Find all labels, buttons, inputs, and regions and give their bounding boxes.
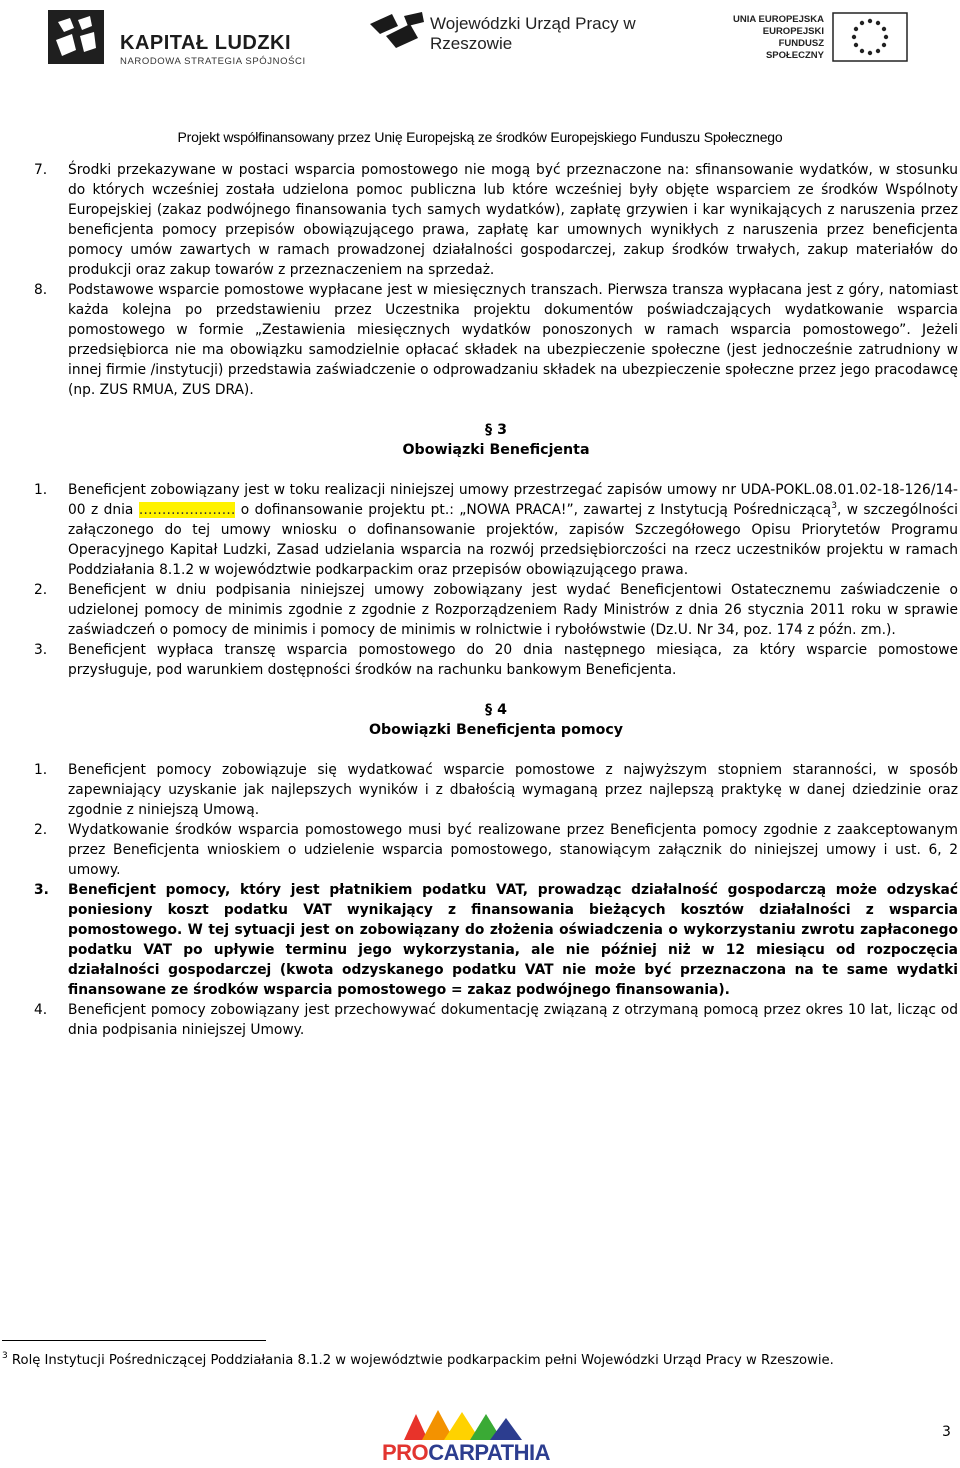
item-number: 3. (34, 642, 48, 658)
eu-name: UNIA EUROPEJSKA EUROPEJSKI FUNDUSZ SPOŁECZNY (733, 14, 824, 61)
list-item (34, 640, 958, 680)
kapital-ludzki-emblem-icon (44, 6, 108, 68)
cofinancing-note: Projekt współfinansowany przez Unię Europejską ze środków Europejskiego Funduszu Społecznego (177, 129, 783, 145)
item-text-part: Beneficjent zobowiązany jest w toku realizacji niniejszej umowy przestrzegać zapisów umowy nr UDA-POKL.08.01.02-18-126/14-00 z dnia (68, 482, 958, 518)
item-number: 3. (34, 882, 49, 898)
item-text: Środki przekazywane w postaci wsparcia pomostowego nie mogą być przeznaczone na: sfinansowanie wydatków, w stosunku do których wcześniej została udzielona pomoc publiczna lub które wcześniej były objęte wsparciem ze środków Wspólnoty Europejskiej (zakaz podwójnego finansowania tych samych wydatków), zapłatę grzywien i kar wynikających z naruszenia przez beneficjenta pomocy przepisów obowiązującego prawa, zapłatę kar umownych wynikłych z naruszenia przez beneficjenta pomocy umów zawartych w ramach prowadzonej działalności gospodarczej, zakup środków trwałych, zakup materiałów do produkcji oraz zakup towarów z przeznaczeniem na sprzedaż. (68, 162, 958, 278)
kapital-ludzki-name: KAPITAŁ LUDZKI (120, 32, 292, 54)
list-item (34, 160, 958, 280)
section-4-title: Obowiązki Beneficjenta pomocy (368, 722, 624, 738)
item-number: 7. (34, 162, 48, 178)
page-header (0, 0, 960, 145)
list-item (34, 1000, 958, 1040)
footnote-separator (2, 1340, 266, 1341)
list-item (34, 880, 958, 1000)
procarpathia-logo (382, 1410, 550, 1468)
item-text: Beneficjent pomocy zobowiązuje się wydatkować wsparcie pomostowe z najwyższym stopniem staranności, w sposób zapewniający uzyskanie jak najlepszych wyników i z dbałością wymaganą przez najlepszą praktykę w danej dziedzinie oraz zgodnie z niniejszą Umową. (68, 762, 958, 818)
procarpathia-pro: PRO (382, 1440, 429, 1465)
item-number: 8. (34, 282, 48, 298)
document-body (34, 160, 958, 1040)
item-text: Beneficjent wypłaca transzę wsparcia pomostowego do 20 dnia następnego miesiąca, za który wsparcie pomostowe przysługuje, pod warunkiem dostępności środków na rachunku bankowym Beneficjenta. (68, 642, 958, 678)
page-number: 3 (942, 1424, 951, 1440)
item-number: 4. (34, 1002, 48, 1018)
item-text-part: , w szczególności załączonego do tej umowy wniosku o dofinansowanie projektów, zapisów Szczegółowego Opisu Priorytetów Programu Operacyjnego Kapitał Ludzki, Zasad udzielania wsparcia na rozwój przedsiębiorczości na rzecz uczestników projektu w ramach Poddziałania 8.1.2 w województwie podkarpackim oraz przepisów obowiązującego prawa. (68, 502, 958, 578)
item-text: Beneficjent pomocy zobowiązany jest przechowywać dokumentację związaną z otrzymaną pomocą przez okres 10 lat, licząc od dnia podpisania niniejszej Umowy. (68, 1002, 958, 1038)
section-3-number: § 3 (485, 422, 507, 438)
procarpathia-carpathia: CARPATHIA (428, 1440, 550, 1465)
item-text-part: o dofinansowanie projektu pt.: „NOWA PRACA!”, zawartej z Instytucją Pośredniczącą (235, 502, 832, 518)
section-4-number: § 4 (485, 702, 507, 718)
section-3-title: Obowiązki Beneficjenta (402, 442, 590, 458)
wup-logo (368, 10, 668, 62)
footnote-reference: 3 (831, 501, 837, 511)
eu-flag-icon (832, 12, 908, 62)
item-text: Wydatkowanie środków wsparcia pomostowego musi być realizowane przez Beneficjenta pomocy zgodnie z zaakceptowanym przez Beneficjenta wnioskiem o udzielenie wsparcia pomostowego, stanowiącym załącznik do niniejszej umowy i ust. 6, 2 umowy. (68, 822, 958, 878)
eu-logo (724, 12, 934, 62)
list-item (34, 480, 958, 580)
list-item (34, 820, 958, 880)
list-item (34, 760, 958, 820)
date-blank-field: ………………… (138, 502, 236, 518)
list-item (34, 280, 958, 400)
footnote-text: Rolę Instytucji Pośredniczącej Poddziałania 8.1.2 w województwie podkarpackim pełni Wojewódzki Urząd Pracy w Rzeszowie. (7, 1353, 834, 1368)
item-text: Beneficjent pomocy, który jest płatnikiem podatku VAT, prowadząc działalność gospodarczą może odzyskać poniesiony koszt podatku VAT wynikający z finansowania bieżących kosztów działalności z wsparcia pomostowego. W tej sytuacji jest on zobowiązany do złożenia oświadczenia o wykorzystaniu zwrotu zapłaconego podatku VAT po upływie terminu jego wykorzystania, ale nie później niż w 12 miesiącu od rozpoczęcia działalności gospodarczej (kwota odzyskanego podatku VAT nie może być przeznaczona na te same wydatki finansowane ze środków wsparcia pomostowego = zakaz podwójnego finansowania). (68, 882, 958, 998)
procarpathia-wordmark (382, 1440, 550, 1466)
wup-name: Wojewódzki Urząd Pracy w Rzeszowie (430, 14, 636, 53)
kapital-ludzki-subtitle: NARODOWA STRATEGIA SPÓJNOŚCI (120, 56, 306, 67)
footnote-marker: 3 (2, 1351, 8, 1361)
procarpathia-triangles-icon (382, 1410, 542, 1444)
kapital-ludzki-logo (44, 6, 334, 68)
item-text: Podstawowe wsparcie pomostowe wypłacane jest w miesięcznych transzach. Pierwsza transza wypłacana jest z góry, natomiast każda kolejna po przedstawieniu przez Uczestnika projektu dokumentów poświadczających wydatkowanie wsparcia pomostowego w formie „Zestawienia miesięcznych wydatków ponoszonych w ramach wsparcia pomostowego”. Jeżeli przedsiębiorca nie ma obowiązku samodzielnie opłacać składek na ubezpieczenie społeczne (jest jednocześnie zatrudniony w innej firmie /instytucji) przedstawia zaświadczenie o odprowadzaniu składek na ubezpieczenie społeczne przez jego pracodawcę (np. ZUS RMUA, ZUS DRA). (68, 282, 958, 398)
item-text: Beneficjent w dniu podpisania niniejszej umowy zobowiązany jest wydać Beneficjentowi Ostatecznemu zaświadczenie o udzielonej pomocy de minimis zgodnie z zgodnie z Rozporządzeniem Rady Ministrów z dnia 26 stycznia 2011 roku w sprawie zaświadczeń o pomocy de minimis i pomocy de minimis w rolnictwie i rybołówstwie (Dz.U. Nr 34, poz. 174 z późn. zm.). (68, 582, 958, 638)
item-number: 1. (34, 762, 48, 778)
item-number: 2. (34, 822, 48, 838)
item-number: 2. (34, 582, 48, 598)
footnote (2, 1352, 834, 1370)
wup-emblem-icon (368, 10, 426, 54)
list-item (34, 580, 958, 640)
item-number: 1. (34, 482, 48, 498)
